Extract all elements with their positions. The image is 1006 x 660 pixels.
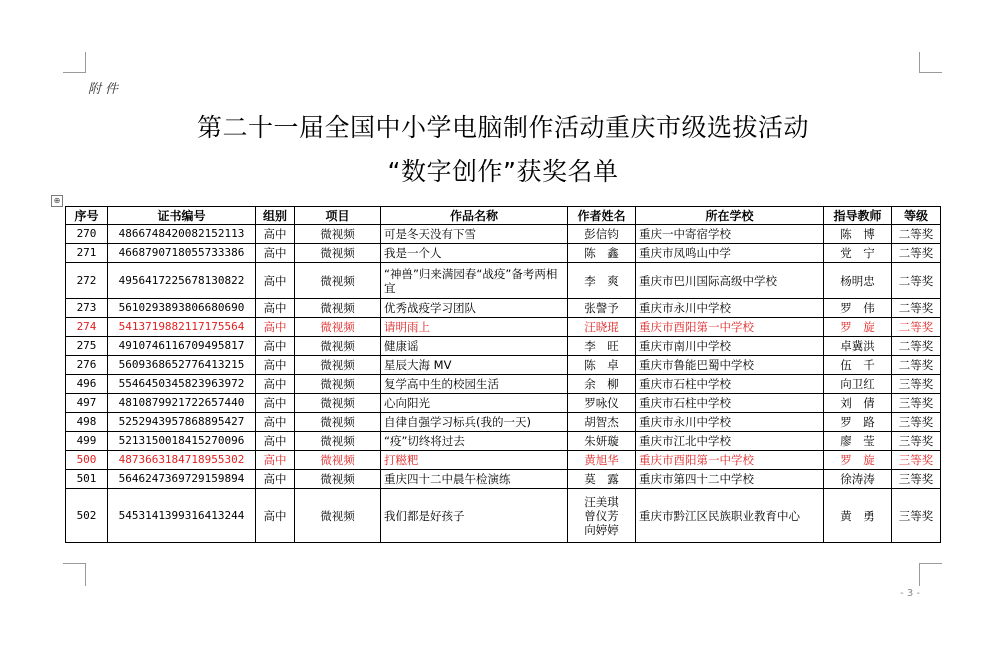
cell-item: 微视频 — [295, 489, 381, 543]
cell-work: 自律自强学习标兵(我的一天) — [381, 413, 568, 432]
document-title: 第二十一届全国中小学电脑制作活动重庆市级选拔活动 — [196, 113, 809, 142]
cell-school: 重庆市酉阳第一中学校 — [636, 318, 824, 337]
crop-mark-top-left — [63, 52, 86, 73]
cell-group: 高中 — [256, 489, 295, 543]
cell-item: 微视频 — [295, 432, 381, 451]
cell-cert: 5609368652776413215 — [108, 356, 256, 375]
table-row — [66, 356, 941, 375]
table-move-handle-icon[interactable]: ⊕ — [51, 195, 63, 207]
header-no: 序号 — [66, 207, 108, 225]
cell-level: 三等奖 — [892, 470, 941, 489]
cell-group: 高中 — [256, 299, 295, 318]
cell-school: 重庆市永川中学校 — [636, 299, 824, 318]
cell-work: 星辰大海 MV — [381, 356, 568, 375]
cell-level: 二等奖 — [892, 225, 941, 244]
cell-cert: 5646247369729159894 — [108, 470, 256, 489]
cell-item: 微视频 — [295, 263, 381, 299]
cell-item: 微视频 — [295, 394, 381, 413]
cell-school: 重庆市巴川国际高级中学校 — [636, 263, 824, 299]
cell-no: 498 — [66, 413, 108, 432]
cell-cert: 4668790718055733386 — [108, 244, 256, 263]
cell-group: 高中 — [256, 263, 295, 299]
table-row — [66, 489, 941, 543]
cell-author: 余 柳 — [568, 375, 636, 394]
cell-group: 高中 — [256, 318, 295, 337]
cell-author: 陈 卓 — [568, 356, 636, 375]
cell-author: 黄旭华 — [568, 451, 636, 470]
header-author: 作者姓名 — [568, 207, 636, 225]
table-row — [66, 451, 941, 470]
cell-no: 499 — [66, 432, 108, 451]
cell-item: 微视频 — [295, 356, 381, 375]
cell-teacher: 黄 勇 — [824, 489, 892, 543]
cell-no: 497 — [66, 394, 108, 413]
cell-teacher: 杨明忠 — [824, 263, 892, 299]
cell-work: 我是一个人 — [381, 244, 568, 263]
cell-level: 三等奖 — [892, 489, 941, 543]
cell-teacher: 党 宁 — [824, 244, 892, 263]
cell-no: 273 — [66, 299, 108, 318]
cell-no: 271 — [66, 244, 108, 263]
cell-level: 三等奖 — [892, 394, 941, 413]
table-row — [66, 394, 941, 413]
cell-teacher: 卓冀洪 — [824, 337, 892, 356]
cell-item: 微视频 — [295, 375, 381, 394]
cell-cert: 5453141399316413244 — [108, 489, 256, 543]
cell-work: 可是冬天没有下雪 — [381, 225, 568, 244]
cell-school: 重庆市第四十二中学校 — [636, 470, 824, 489]
cell-cert: 4873663184718955302 — [108, 451, 256, 470]
cell-group: 高中 — [256, 375, 295, 394]
cell-author: 胡智杰 — [568, 413, 636, 432]
cell-work: 我们都是好孩子 — [381, 489, 568, 543]
cell-school: 重庆市黔江区民族职业教育中心 — [636, 489, 824, 543]
table-row — [66, 432, 941, 451]
table-row — [66, 263, 941, 299]
cell-no: 275 — [66, 337, 108, 356]
header-work: 作品名称 — [381, 207, 568, 225]
header-teacher: 指导教师 — [824, 207, 892, 225]
cell-group: 高中 — [256, 413, 295, 432]
cell-cert: 5610293893806680690 — [108, 299, 256, 318]
cell-item: 微视频 — [295, 413, 381, 432]
attachment-label: 附件 — [88, 82, 123, 97]
cell-level: 二等奖 — [892, 318, 941, 337]
cell-cert: 5252943957868895427 — [108, 413, 256, 432]
cell-item: 微视频 — [295, 470, 381, 489]
cell-teacher: 伍 千 — [824, 356, 892, 375]
cell-author: 陈 鑫 — [568, 244, 636, 263]
table-row — [66, 299, 941, 318]
cell-item: 微视频 — [295, 318, 381, 337]
cell-level: 二等奖 — [892, 244, 941, 263]
cell-school: 重庆市永川中学校 — [636, 413, 824, 432]
cell-group: 高中 — [256, 225, 295, 244]
cell-teacher: 廖 莹 — [824, 432, 892, 451]
cell-work: “神兽”归来满园春“战疫”备考两相宜 — [381, 263, 568, 299]
cell-cert: 4810879921722657440 — [108, 394, 256, 413]
cell-no: 274 — [66, 318, 108, 337]
cell-teacher: 罗 旋 — [824, 318, 892, 337]
cell-school: 重庆一中寄宿学校 — [636, 225, 824, 244]
cell-teacher: 刘 倩 — [824, 394, 892, 413]
cell-level: 二等奖 — [892, 337, 941, 356]
header-level: 等级 — [892, 207, 941, 225]
table-row — [66, 337, 941, 356]
cell-work: “疫”切终将过去 — [381, 432, 568, 451]
cell-teacher: 罗 路 — [824, 413, 892, 432]
cell-no: 270 — [66, 225, 108, 244]
crop-mark-top-right — [919, 52, 942, 73]
cell-cert: 5213150018415270096 — [108, 432, 256, 451]
cell-school: 重庆市南川中学校 — [636, 337, 824, 356]
header-group: 组别 — [256, 207, 295, 225]
cell-author: 张謦予 — [568, 299, 636, 318]
crop-mark-bottom-left — [63, 563, 86, 586]
cell-author: 汪美琪 曾仪芳 向婷婷 — [568, 489, 636, 543]
cell-group: 高中 — [256, 356, 295, 375]
cell-school: 重庆市江北中学校 — [636, 432, 824, 451]
cell-level: 三等奖 — [892, 375, 941, 394]
table-row — [66, 318, 941, 337]
cell-cert: 5546450345823963972 — [108, 375, 256, 394]
cell-level: 二等奖 — [892, 356, 941, 375]
cell-item: 微视频 — [295, 337, 381, 356]
header-item: 项目 — [295, 207, 381, 225]
cell-school: 重庆市凤鸣山中学 — [636, 244, 824, 263]
table-row — [66, 225, 941, 244]
cell-school: 重庆市石柱中学校 — [636, 375, 824, 394]
cell-teacher: 徐涛涛 — [824, 470, 892, 489]
table-row — [66, 244, 941, 263]
cell-author: 朱妍璇 — [568, 432, 636, 451]
cell-no: 272 — [66, 263, 108, 299]
award-table — [65, 206, 941, 543]
cell-work: 复学高中生的校园生活 — [381, 375, 568, 394]
crop-mark-bottom-right — [919, 563, 942, 586]
cell-no: 496 — [66, 375, 108, 394]
cell-group: 高中 — [256, 451, 295, 470]
cell-level: 二等奖 — [892, 299, 941, 318]
cell-group: 高中 — [256, 394, 295, 413]
cell-author: 罗咏仪 — [568, 394, 636, 413]
cell-group: 高中 — [256, 432, 295, 451]
cell-teacher: 陈 博 — [824, 225, 892, 244]
table-row — [66, 413, 941, 432]
cell-item: 微视频 — [295, 451, 381, 470]
cell-work: 请明雨上 — [381, 318, 568, 337]
cell-teacher: 向卫红 — [824, 375, 892, 394]
cell-work: 健康谣 — [381, 337, 568, 356]
table-row — [66, 470, 941, 489]
cell-level: 三等奖 — [892, 451, 941, 470]
cell-no: 276 — [66, 356, 108, 375]
cell-no: 502 — [66, 489, 108, 543]
cell-work: 优秀战疫学习团队 — [381, 299, 568, 318]
cell-author: 汪晓琨 — [568, 318, 636, 337]
cell-cert: 5413719882117175564 — [108, 318, 256, 337]
header-school: 所在学校 — [636, 207, 824, 225]
cell-author: 莫 露 — [568, 470, 636, 489]
cell-author: 彭信钧 — [568, 225, 636, 244]
cell-author: 李 爽 — [568, 263, 636, 299]
cell-cert: 4910746116709495817 — [108, 337, 256, 356]
cell-item: 微视频 — [295, 299, 381, 318]
cell-no: 500 — [66, 451, 108, 470]
document-subtitle: “数字创作”获奖名单 — [387, 157, 619, 186]
cell-work: 打糍粑 — [381, 451, 568, 470]
cell-level: 三等奖 — [892, 432, 941, 451]
cell-cert: 4956417225678130822 — [108, 263, 256, 299]
cell-teacher: 罗 旋 — [824, 451, 892, 470]
cell-school: 重庆市石柱中学校 — [636, 394, 824, 413]
table-header-row — [66, 207, 941, 225]
cell-level: 二等奖 — [892, 263, 941, 299]
cell-work: 心向阳光 — [381, 394, 568, 413]
cell-school: 重庆市酉阳第一中学校 — [636, 451, 824, 470]
cell-item: 微视频 — [295, 225, 381, 244]
cell-cert: 4866748420082152113 — [108, 225, 256, 244]
cell-group: 高中 — [256, 337, 295, 356]
page-number: - 3 - — [900, 588, 920, 599]
cell-level: 三等奖 — [892, 413, 941, 432]
cell-author: 李 旺 — [568, 337, 636, 356]
cell-school: 重庆市鲁能巴蜀中学校 — [636, 356, 824, 375]
cell-no: 501 — [66, 470, 108, 489]
cell-group: 高中 — [256, 244, 295, 263]
cell-item: 微视频 — [295, 244, 381, 263]
cell-work: 重庆四十二中晨午检演练 — [381, 470, 568, 489]
cell-teacher: 罗 伟 — [824, 299, 892, 318]
table-row — [66, 375, 941, 394]
cell-group: 高中 — [256, 470, 295, 489]
header-cert: 证书编号 — [108, 207, 256, 225]
